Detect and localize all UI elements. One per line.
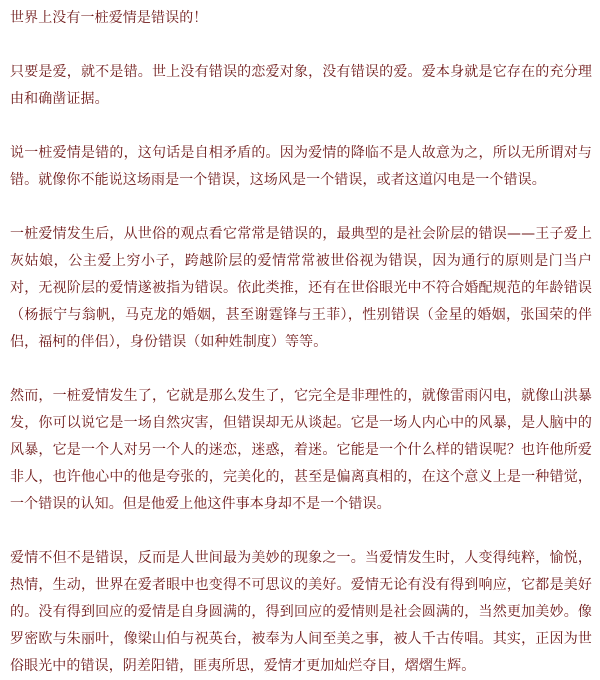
- paragraph: 然而，一桩爱情发生了，它就是那么发生了，它完全是非理性的，就像雷雨闪电，就像山洪暴发，你可以说它是一场自然灾害，但错误却无从谈起。它是一场人内心中的风暴，是人脑中的风暴，它是一个人对另一个人的迷恋，迷惑，着迷。它能是一个什么样的错误呢？也许他所爱非人，也许他心中的他是夸张的，完美化的，甚至是偏离真相的，在这个意义上是一种错觉，一个错误的认知。但是他爱上他这件事本身却不是一个错误。: [10, 388, 592, 512]
- paragraph: 一桩爱情发生后，从世俗的观点看它常常是错误的，最典型的是社会阶层的错误——王子爱上灰姑娘，公主爱上穷小子，跨越阶层的爱情常常被世俗视为错误，因为通行的原则是门当户对，无视阶层的爱情遂被指为错误。依此类推，还有在世俗眼光中不符合婚配规范的年龄错误（杨振宁与翁帆，马克龙的婚姻，甚至谢霆锋与王菲），性别错误（金星的婚姻，张国荣的伴侣，福柯的伴侣），身份错误（如种姓制度）等等。: [10, 226, 592, 350]
- paragraph: 只要是爱，就不是错。世上没有错误的恋爱对象，没有错误的爱。爱本身就是它存在的充分理由和确凿证据。: [10, 64, 592, 107]
- paragraph: 爱情不但不是错误，反而是人世间最为美妙的现象之一。当爱情发生时，人变得纯粹，愉悦，热情，生动，世界在爱者眼中也变得不可思议的美好。爱情无论有没有得到响应，它都是美好的。没有得到回应的爱情是自身圆满的，得到回应的爱情则是社会圆满的，当然更加美妙。像罗密欧与朱丽叶，像梁山伯与祝英台，被奉为人间至美之事，被人千古传唱。其实，正因为世俗眼光中的错误，阴差阳错，匪夷所思，爱情才更加灿烂夺目，熠熠生辉。: [10, 550, 592, 674]
- paragraph: 说一桩爱情是错的，这句话是自相矛盾的。因为爱情的降临不是人故意为之，所以无所谓对与错。就像你不能说这场雨是一个错误，这场风是一个错误，或者这道闪电是一个错误。: [10, 145, 592, 188]
- article-title-line: 世界上没有一桩爱情是错误的！: [10, 10, 208, 26]
